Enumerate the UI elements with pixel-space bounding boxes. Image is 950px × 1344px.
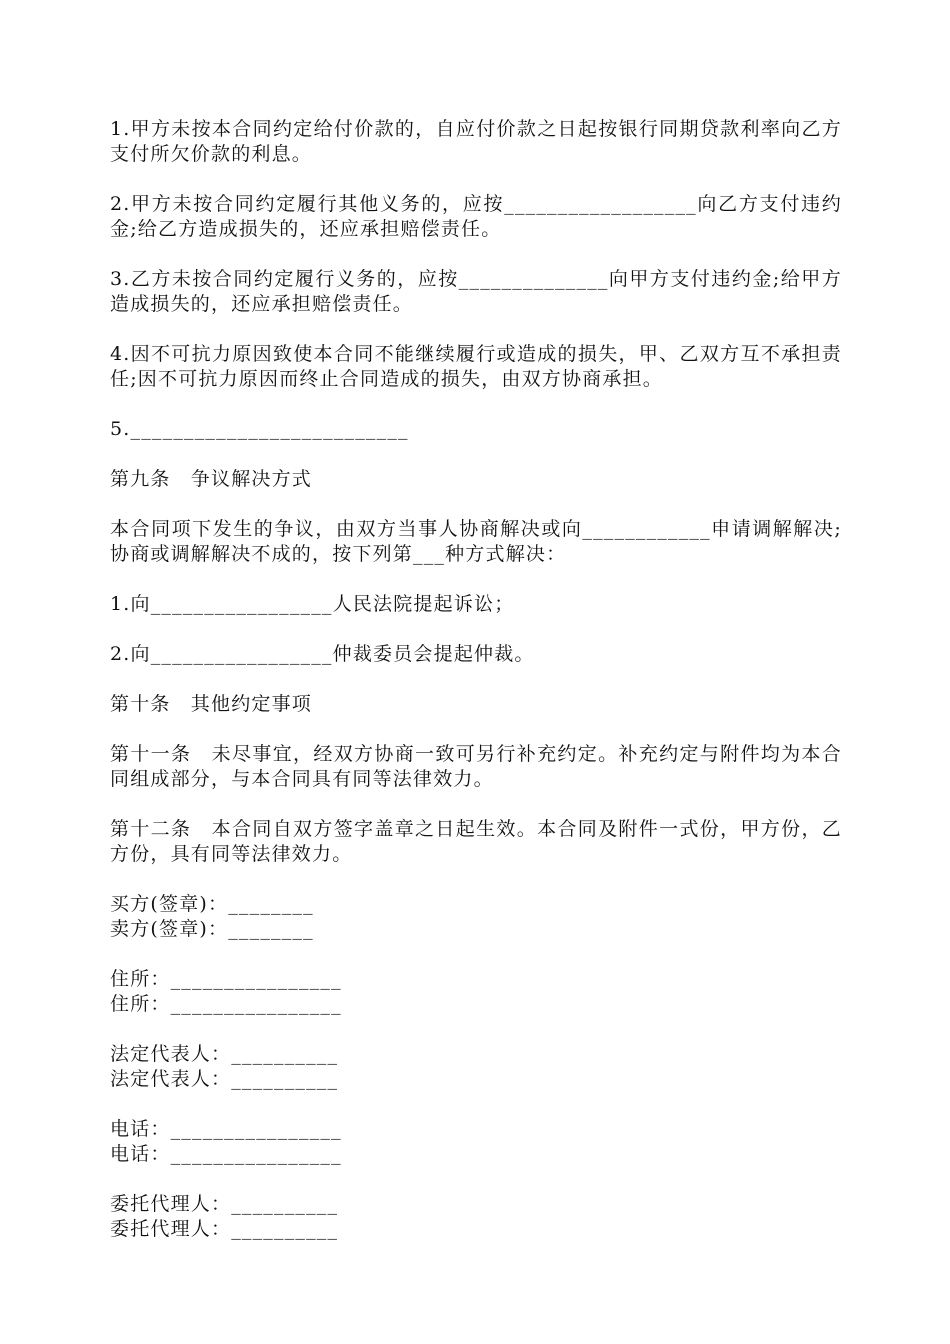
clause-2: 2.甲方未按合同约定履行其他义务的，应按__________________向乙方支付违约金;给乙方造成损失的，还应承担赔偿责任。 — [110, 193, 842, 240]
contract-page — [110, 117, 842, 1267]
phone-group — [110, 1117, 842, 1167]
article-9-body: 本合同项下发生的争议，由双方当事人协商解决或向____________申请调解解决;协商或调解解决不成的，按下列第___种方式解决： — [110, 518, 842, 565]
seller-agent-line: 委托代理人：__________ — [110, 1218, 339, 1240]
article-10-heading: 第十条 其他约定事项 — [110, 693, 313, 715]
agent-group — [110, 1192, 842, 1242]
clause-1: 1.甲方未按本合同约定给付价款的，自应付价款之日起按银行同期贷款利率向乙方支付所欠价款的利息。 — [110, 118, 842, 165]
article-9-heading: 第九条 争议解决方式 — [110, 468, 313, 490]
seller-legal-rep-line: 法定代表人：__________ — [110, 1068, 339, 1090]
article-12: 第十二条 本合同自双方签字盖章之日起生效。本合同及附件一式份，甲方份，乙方份，具有同等法律效力。 — [110, 818, 842, 865]
article-9-option-1: 1.向_________________人民法院提起诉讼； — [110, 593, 515, 615]
seller-seal-line: 卖方(签章)：________ — [110, 918, 314, 940]
buyer-address-line: 住所：________________ — [110, 968, 342, 990]
clause-4: 4.因不可抗力原因致使本合同不能继续履行或造成的损失，甲、乙双方互不承担责任;因不可抗力原因而终止合同造成的损失，由双方协商承担。 — [110, 343, 842, 390]
seller-phone-line: 电话：________________ — [110, 1143, 342, 1165]
clause-5: 5.__________________________ — [110, 418, 409, 440]
article-9-option-2: 2.向_________________仲裁委员会提起仲裁。 — [110, 643, 535, 665]
address-group — [110, 967, 842, 1017]
article-11: 第十一条 未尽事宜，经双方协商一致可另行补充约定。补充约定与附件均为本合同组成部分，与本合同具有同等法律效力。 — [110, 743, 842, 790]
signature-seal-group — [110, 892, 842, 942]
buyer-phone-line: 电话：________________ — [110, 1118, 342, 1140]
buyer-legal-rep-line: 法定代表人：__________ — [110, 1043, 339, 1065]
seller-address-line: 住所：________________ — [110, 993, 342, 1015]
clause-3: 3.乙方未按合同约定履行义务的，应按______________向甲方支付违约金;给甲方造成损失的，还应承担赔偿责任。 — [110, 268, 842, 315]
buyer-agent-line: 委托代理人：__________ — [110, 1193, 339, 1215]
legal-rep-group — [110, 1042, 842, 1092]
buyer-seal-line: 买方(签章)：________ — [110, 893, 314, 915]
